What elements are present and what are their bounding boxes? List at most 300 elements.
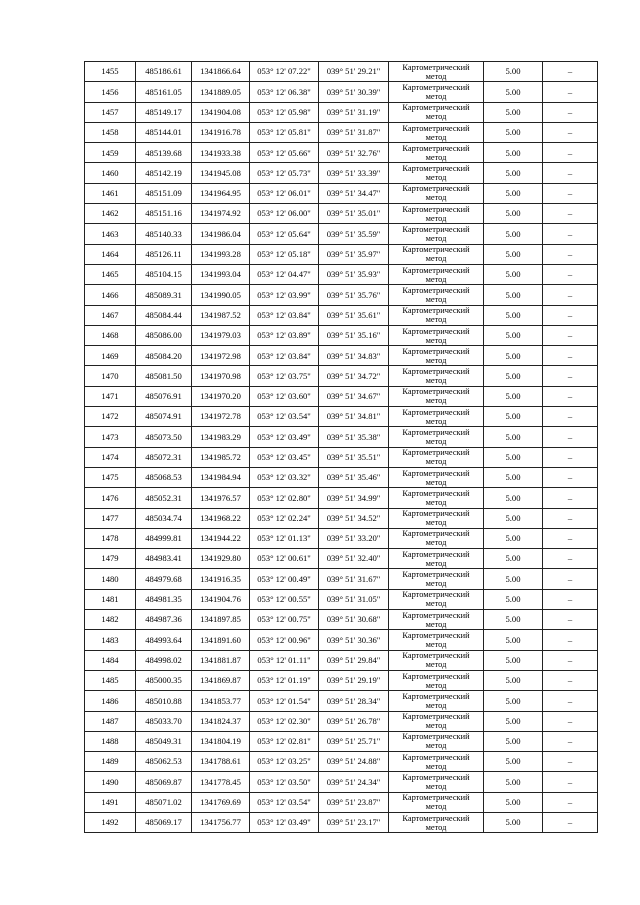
method-line-2: метод	[425, 294, 447, 304]
table-row	[85, 569, 598, 589]
method-line-1: Картометрический	[402, 488, 470, 498]
description-cell: –	[543, 630, 598, 650]
point-number-cell: 1469	[85, 346, 136, 366]
x-coordinate-cell: 484993.64	[136, 630, 192, 650]
longitude-cell: 039° 51' 34.99"	[319, 488, 389, 508]
method-line-2: метод	[425, 152, 447, 162]
latitude-cell: 053° 12' 03.89"	[250, 325, 319, 345]
method-line-2: метод	[425, 538, 447, 548]
description-cell: –	[543, 346, 598, 366]
method-cell	[389, 630, 484, 650]
y-coordinate-cell: 1341904.76	[192, 589, 250, 609]
y-coordinate-cell: 1341933.38	[192, 143, 250, 163]
method-cell	[389, 407, 484, 427]
method-cell	[389, 812, 484, 832]
description-cell: –	[543, 447, 598, 467]
point-number-cell: 1458	[85, 122, 136, 142]
x-coordinate-cell: 485069.17	[136, 812, 192, 832]
table-row	[85, 549, 598, 569]
method-line-2: метод	[425, 274, 447, 284]
accuracy-cell: 5.00	[484, 305, 543, 325]
method-line-2: метод	[425, 91, 447, 101]
point-number-cell: 1467	[85, 305, 136, 325]
method-cell	[389, 610, 484, 630]
accuracy-cell: 5.00	[484, 325, 543, 345]
longitude-cell: 039° 51' 29.84"	[319, 650, 389, 670]
latitude-cell: 053° 12' 03.84"	[250, 346, 319, 366]
method-line-2: метод	[425, 213, 447, 223]
point-number-cell: 1482	[85, 610, 136, 630]
table-row	[85, 325, 598, 345]
accuracy-cell: 5.00	[484, 691, 543, 711]
point-number-cell: 1456	[85, 82, 136, 102]
longitude-cell: 039° 51' 29.19"	[319, 670, 389, 690]
x-coordinate-cell: 485049.31	[136, 731, 192, 751]
method-line-2: метод	[425, 112, 447, 122]
accuracy-cell: 5.00	[484, 183, 543, 203]
accuracy-cell: 5.00	[484, 386, 543, 406]
point-number-cell: 1484	[85, 650, 136, 670]
method-line-2: метод	[425, 132, 447, 142]
x-coordinate-cell: 485084.44	[136, 305, 192, 325]
y-coordinate-cell: 1341916.35	[192, 569, 250, 589]
x-coordinate-cell: 485068.53	[136, 467, 192, 487]
method-line-1: Картометрический	[402, 103, 470, 113]
method-line-1: Картометрический	[402, 793, 470, 803]
description-cell: –	[543, 670, 598, 690]
longitude-cell: 039° 51' 34.52"	[319, 508, 389, 528]
y-coordinate-cell: 1341974.92	[192, 204, 250, 224]
table-row	[85, 264, 598, 284]
table-row	[85, 589, 598, 609]
y-coordinate-cell: 1341904.08	[192, 102, 250, 122]
method-cell	[389, 508, 484, 528]
point-number-cell: 1487	[85, 711, 136, 731]
description-cell: –	[543, 549, 598, 569]
y-coordinate-cell: 1341986.04	[192, 224, 250, 244]
point-number-cell: 1462	[85, 204, 136, 224]
description-cell: –	[543, 508, 598, 528]
point-number-cell: 1476	[85, 488, 136, 508]
y-coordinate-cell: 1341990.05	[192, 285, 250, 305]
x-coordinate-cell: 484987.36	[136, 610, 192, 630]
latitude-cell: 053° 12' 06.38"	[250, 82, 319, 102]
longitude-cell: 039° 51' 30.39"	[319, 82, 389, 102]
method-line-1: Картометрический	[402, 813, 470, 823]
x-coordinate-cell: 484983.41	[136, 549, 192, 569]
method-line-1: Картометрический	[402, 123, 470, 133]
method-line-2: метод	[425, 761, 447, 771]
description-cell: –	[543, 711, 598, 731]
point-number-cell: 1461	[85, 183, 136, 203]
accuracy-cell: 5.00	[484, 772, 543, 792]
method-line-1: Картометрический	[402, 712, 470, 722]
description-cell: –	[543, 731, 598, 751]
longitude-cell: 039° 51' 24.34"	[319, 772, 389, 792]
x-coordinate-cell: 485069.87	[136, 772, 192, 792]
method-line-1: Картометрический	[402, 448, 470, 458]
point-number-cell: 1463	[85, 224, 136, 244]
method-line-1: Картометрический	[402, 529, 470, 539]
y-coordinate-cell: 1341972.78	[192, 407, 250, 427]
longitude-cell: 039° 51' 35.16"	[319, 325, 389, 345]
latitude-cell: 053° 12' 02.30"	[250, 711, 319, 731]
table-row	[85, 204, 598, 224]
y-coordinate-cell: 1341987.52	[192, 305, 250, 325]
method-line-1: Картометрический	[402, 184, 470, 194]
method-line-2: метод	[425, 822, 447, 832]
description-cell: –	[543, 102, 598, 122]
y-coordinate-cell: 1341993.28	[192, 244, 250, 264]
method-line-2: метод	[425, 579, 447, 589]
longitude-cell: 039° 51' 35.97"	[319, 244, 389, 264]
y-coordinate-cell: 1341889.05	[192, 82, 250, 102]
latitude-cell: 053° 12' 00.96"	[250, 630, 319, 650]
method-cell	[389, 528, 484, 548]
method-cell	[389, 325, 484, 345]
method-line-1: Картометрический	[402, 427, 470, 437]
x-coordinate-cell: 484979.68	[136, 569, 192, 589]
description-cell: –	[543, 691, 598, 711]
x-coordinate-cell: 485151.16	[136, 204, 192, 224]
x-coordinate-cell: 485062.53	[136, 752, 192, 772]
table-row	[85, 305, 598, 325]
method-cell	[389, 62, 484, 82]
description-cell: –	[543, 285, 598, 305]
latitude-cell: 053° 12' 00.61"	[250, 549, 319, 569]
method-line-1: Картометрический	[402, 367, 470, 377]
latitude-cell: 053° 12' 01.11"	[250, 650, 319, 670]
method-line-2: метод	[425, 436, 447, 446]
accuracy-cell: 5.00	[484, 650, 543, 670]
method-cell	[389, 163, 484, 183]
table-row	[85, 386, 598, 406]
x-coordinate-cell: 485086.00	[136, 325, 192, 345]
method-line-1: Картометрический	[402, 306, 470, 316]
description-cell: –	[543, 163, 598, 183]
longitude-cell: 039° 51' 31.67"	[319, 569, 389, 589]
method-cell	[389, 346, 484, 366]
table-row	[85, 691, 598, 711]
method-cell	[389, 264, 484, 284]
x-coordinate-cell: 485000.35	[136, 670, 192, 690]
method-line-1: Картометрический	[402, 549, 470, 559]
latitude-cell: 053° 12' 01.19"	[250, 670, 319, 690]
longitude-cell: 039° 51' 24.88"	[319, 752, 389, 772]
accuracy-cell: 5.00	[484, 467, 543, 487]
latitude-cell: 053° 12' 03.60"	[250, 386, 319, 406]
latitude-cell: 053° 12' 00.75"	[250, 610, 319, 630]
longitude-cell: 039° 51' 32.76"	[319, 143, 389, 163]
x-coordinate-cell: 485186.61	[136, 62, 192, 82]
y-coordinate-cell: 1341972.98	[192, 346, 250, 366]
method-cell	[389, 792, 484, 812]
method-line-2: метод	[425, 741, 447, 751]
method-line-1: Картометрический	[402, 346, 470, 356]
longitude-cell: 039° 51' 35.76"	[319, 285, 389, 305]
method-cell	[389, 467, 484, 487]
longitude-cell: 039° 51' 31.05"	[319, 589, 389, 609]
point-number-cell: 1473	[85, 427, 136, 447]
x-coordinate-cell: 485151.09	[136, 183, 192, 203]
description-cell: –	[543, 366, 598, 386]
description-cell: –	[543, 224, 598, 244]
longitude-cell: 039° 51' 34.47"	[319, 183, 389, 203]
latitude-cell: 053° 12' 06.00"	[250, 204, 319, 224]
table-row	[85, 62, 598, 82]
accuracy-cell: 5.00	[484, 102, 543, 122]
latitude-cell: 053° 12' 05.81"	[250, 122, 319, 142]
point-number-cell: 1459	[85, 143, 136, 163]
accuracy-cell: 5.00	[484, 670, 543, 690]
x-coordinate-cell: 484999.81	[136, 528, 192, 548]
x-coordinate-cell: 485052.31	[136, 488, 192, 508]
longitude-cell: 039° 51' 35.51"	[319, 447, 389, 467]
coordinates-table	[84, 61, 598, 833]
description-cell: –	[543, 325, 598, 345]
method-line-2: метод	[425, 802, 447, 812]
point-number-cell: 1472	[85, 407, 136, 427]
accuracy-cell: 5.00	[484, 224, 543, 244]
longitude-cell: 039° 51' 35.01"	[319, 204, 389, 224]
method-line-2: метод	[425, 558, 447, 568]
table-row	[85, 447, 598, 467]
x-coordinate-cell: 484998.02	[136, 650, 192, 670]
description-cell: –	[543, 183, 598, 203]
method-line-2: метод	[425, 71, 447, 81]
accuracy-cell: 5.00	[484, 163, 543, 183]
accuracy-cell: 5.00	[484, 366, 543, 386]
method-line-2: метод	[425, 416, 447, 426]
table-row	[85, 812, 598, 832]
method-line-1: Картометрический	[402, 590, 470, 600]
x-coordinate-cell: 485072.31	[136, 447, 192, 467]
method-line-1: Картометрический	[402, 204, 470, 214]
method-line-1: Картометрический	[402, 225, 470, 235]
table-row	[85, 366, 598, 386]
y-coordinate-cell: 1341824.37	[192, 711, 250, 731]
method-line-1: Картометрический	[402, 143, 470, 153]
method-line-2: метод	[425, 782, 447, 792]
method-cell	[389, 244, 484, 264]
description-cell: –	[543, 467, 598, 487]
point-number-cell: 1470	[85, 366, 136, 386]
latitude-cell: 053° 12' 03.32"	[250, 467, 319, 487]
x-coordinate-cell: 485074.91	[136, 407, 192, 427]
point-number-cell: 1481	[85, 589, 136, 609]
accuracy-cell: 5.00	[484, 711, 543, 731]
longitude-cell: 039° 51' 29.21"	[319, 62, 389, 82]
point-number-cell: 1491	[85, 792, 136, 812]
accuracy-cell: 5.00	[484, 549, 543, 569]
method-line-1: Картометрический	[402, 732, 470, 742]
method-cell	[389, 122, 484, 142]
accuracy-cell: 5.00	[484, 447, 543, 467]
method-cell	[389, 102, 484, 122]
accuracy-cell: 5.00	[484, 82, 543, 102]
longitude-cell: 039° 51' 35.38"	[319, 427, 389, 447]
y-coordinate-cell: 1341869.87	[192, 670, 250, 690]
latitude-cell: 053° 12' 05.98"	[250, 102, 319, 122]
method-line-1: Картометрический	[402, 468, 470, 478]
y-coordinate-cell: 1341881.87	[192, 650, 250, 670]
table-row	[85, 82, 598, 102]
table-body	[85, 62, 598, 833]
longitude-cell: 039° 51' 35.61"	[319, 305, 389, 325]
longitude-cell: 039° 51' 35.59"	[319, 224, 389, 244]
method-line-1: Картометрический	[402, 326, 470, 336]
x-coordinate-cell: 485089.31	[136, 285, 192, 305]
method-line-1: Картометрический	[402, 164, 470, 174]
y-coordinate-cell: 1341979.03	[192, 325, 250, 345]
table-row	[85, 467, 598, 487]
method-cell	[389, 650, 484, 670]
y-coordinate-cell: 1341985.72	[192, 447, 250, 467]
longitude-cell: 039° 51' 25.71"	[319, 731, 389, 751]
longitude-cell: 039° 51' 32.40"	[319, 549, 389, 569]
x-coordinate-cell: 485010.88	[136, 691, 192, 711]
point-number-cell: 1480	[85, 569, 136, 589]
method-line-2: метод	[425, 234, 447, 244]
latitude-cell: 053° 12' 03.49"	[250, 427, 319, 447]
x-coordinate-cell: 485034.74	[136, 508, 192, 528]
point-number-cell: 1475	[85, 467, 136, 487]
longitude-cell: 039° 51' 30.36"	[319, 630, 389, 650]
accuracy-cell: 5.00	[484, 285, 543, 305]
table-row	[85, 183, 598, 203]
method-line-1: Картометрический	[402, 62, 470, 72]
method-line-2: метод	[425, 518, 447, 528]
accuracy-cell: 5.00	[484, 792, 543, 812]
method-line-2: метод	[425, 599, 447, 609]
method-line-2: метод	[425, 721, 447, 731]
table-row	[85, 488, 598, 508]
y-coordinate-cell: 1341769.69	[192, 792, 250, 812]
point-number-cell: 1479	[85, 549, 136, 569]
method-cell	[389, 488, 484, 508]
method-cell	[389, 670, 484, 690]
description-cell: –	[543, 386, 598, 406]
accuracy-cell: 5.00	[484, 508, 543, 528]
method-cell	[389, 427, 484, 447]
table-row	[85, 610, 598, 630]
point-number-cell: 1483	[85, 630, 136, 650]
description-cell: –	[543, 812, 598, 832]
latitude-cell: 053° 12' 07.22"	[250, 62, 319, 82]
method-line-1: Картометрический	[402, 671, 470, 681]
accuracy-cell: 5.00	[484, 244, 543, 264]
x-coordinate-cell: 485126.11	[136, 244, 192, 264]
longitude-cell: 039° 51' 26.78"	[319, 711, 389, 731]
point-number-cell: 1460	[85, 163, 136, 183]
method-cell	[389, 82, 484, 102]
accuracy-cell: 5.00	[484, 812, 543, 832]
latitude-cell: 053° 12' 03.75"	[250, 366, 319, 386]
method-line-1: Картометрический	[402, 245, 470, 255]
method-cell	[389, 752, 484, 772]
latitude-cell: 053° 12' 01.13"	[250, 528, 319, 548]
method-line-2: метод	[425, 680, 447, 690]
description-cell: –	[543, 569, 598, 589]
method-line-2: метод	[425, 639, 447, 649]
point-number-cell: 1465	[85, 264, 136, 284]
description-cell: –	[543, 650, 598, 670]
method-line-2: метод	[425, 700, 447, 710]
y-coordinate-cell: 1341983.29	[192, 427, 250, 447]
method-line-1: Картометрический	[402, 651, 470, 661]
longitude-cell: 039° 51' 28.34"	[319, 691, 389, 711]
method-line-2: метод	[425, 355, 447, 365]
longitude-cell: 039° 51' 23.17"	[319, 812, 389, 832]
latitude-cell: 053° 12' 03.50"	[250, 772, 319, 792]
longitude-cell: 039° 51' 31.87"	[319, 122, 389, 142]
description-cell: –	[543, 244, 598, 264]
y-coordinate-cell: 1341976.57	[192, 488, 250, 508]
table-row	[85, 285, 598, 305]
description-cell: –	[543, 589, 598, 609]
y-coordinate-cell: 1341944.22	[192, 528, 250, 548]
accuracy-cell: 5.00	[484, 752, 543, 772]
table-row	[85, 427, 598, 447]
description-cell: –	[543, 427, 598, 447]
table-row	[85, 650, 598, 670]
latitude-cell: 053° 12' 03.99"	[250, 285, 319, 305]
accuracy-cell: 5.00	[484, 122, 543, 142]
point-number-cell: 1466	[85, 285, 136, 305]
x-coordinate-cell: 485104.15	[136, 264, 192, 284]
method-line-2: метод	[425, 193, 447, 203]
x-coordinate-cell: 485139.68	[136, 143, 192, 163]
method-cell	[389, 772, 484, 792]
method-cell	[389, 143, 484, 163]
latitude-cell: 053° 12' 00.49"	[250, 569, 319, 589]
point-number-cell: 1486	[85, 691, 136, 711]
accuracy-cell: 5.00	[484, 204, 543, 224]
latitude-cell: 053° 12' 02.80"	[250, 488, 319, 508]
y-coordinate-cell: 1341804.19	[192, 731, 250, 751]
y-coordinate-cell: 1341853.77	[192, 691, 250, 711]
x-coordinate-cell: 485144.01	[136, 122, 192, 142]
description-cell: –	[543, 407, 598, 427]
y-coordinate-cell: 1341984.94	[192, 467, 250, 487]
table-row	[85, 731, 598, 751]
method-line-2: метод	[425, 254, 447, 264]
latitude-cell: 053° 12' 05.66"	[250, 143, 319, 163]
longitude-cell: 039° 51' 34.83"	[319, 346, 389, 366]
point-number-cell: 1490	[85, 772, 136, 792]
accuracy-cell: 5.00	[484, 427, 543, 447]
method-line-2: метод	[425, 396, 447, 406]
latitude-cell: 053° 12' 05.18"	[250, 244, 319, 264]
method-line-2: метод	[425, 457, 447, 467]
table-row	[85, 407, 598, 427]
point-number-cell: 1489	[85, 752, 136, 772]
description-cell: –	[543, 792, 598, 812]
latitude-cell: 053° 12' 03.25"	[250, 752, 319, 772]
y-coordinate-cell: 1341964.95	[192, 183, 250, 203]
latitude-cell: 053° 12' 03.49"	[250, 812, 319, 832]
point-number-cell: 1492	[85, 812, 136, 832]
x-coordinate-cell: 485073.50	[136, 427, 192, 447]
x-coordinate-cell: 485076.91	[136, 386, 192, 406]
description-cell: –	[543, 62, 598, 82]
method-cell	[389, 731, 484, 751]
longitude-cell: 039° 51' 30.68"	[319, 610, 389, 630]
x-coordinate-cell: 485142.19	[136, 163, 192, 183]
table-row	[85, 508, 598, 528]
method-line-1: Картометрический	[402, 570, 470, 580]
method-line-1: Картометрический	[402, 509, 470, 519]
